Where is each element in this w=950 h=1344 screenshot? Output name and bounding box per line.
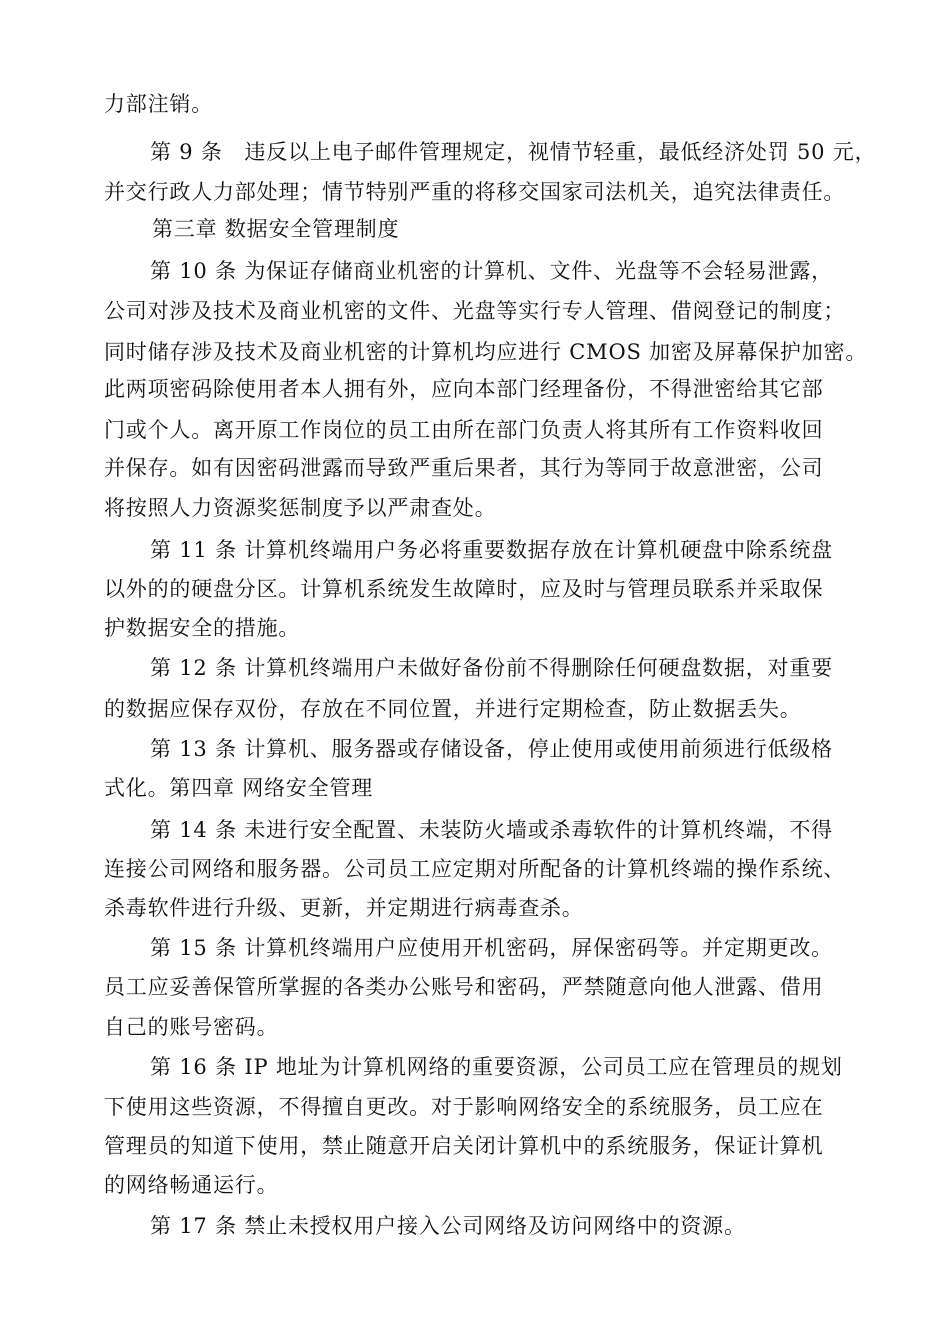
text-line: 员工应妥善保管所掌握的各类办公账号和密码，严禁随意向他人泄露、借用 <box>104 975 824 999</box>
text-line: 并交行政人力部处理；情节特别严重的将移交国家司法机关，追究法律责任。 <box>104 180 846 204</box>
article-10-line: 第 10 条 为保证存储商业机密的计算机、文件、光盘等不会轻易泄露， <box>150 259 833 283</box>
chapter-3-heading: 第三章 数据安全管理制度 <box>152 217 400 241</box>
text-line: 以外的的硬盘分区。计算机系统发生故障时，应及时与管理员联系并采取保 <box>104 577 824 601</box>
article-13-line: 第 13 条 计算机、服务器或存储设备，停止使用或使用前须进行低级格 <box>150 737 833 761</box>
text-line: 的数据应保存双份，存放在不同位置，并进行定期检查，防止数据丢失。 <box>104 697 802 721</box>
text-line: 同时储存涉及技术及商业机密的计算机均应进行 CMOS 加密及屏幕保护加密。 <box>104 340 868 364</box>
article-16-line: 第 16 条 IP 地址为计算机网络的重要资源，公司员工应在管理员的规划 <box>150 1055 843 1079</box>
article-15-line: 第 15 条 计算机终端用户应使用开机密码，屏保密码等。并定期更改。 <box>150 936 833 960</box>
text-line: 将按照人力资源奖惩制度予以严肃查处。 <box>104 496 497 520</box>
text-line: 护数据安全的措施。 <box>104 616 301 640</box>
text-line: 力部注销。 <box>104 92 213 116</box>
article-11-line: 第 11 条 计算机终端用户务必将重要数据存放在计算机硬盘中除系统盘 <box>150 538 833 562</box>
article-12-line: 第 12 条 计算机终端用户未做好备份前不得删除任何硬盘数据，对重要 <box>150 656 833 680</box>
text-line: 下使用这些资源，不得擅自更改。对于影响网络安全的系统服务，员工应在 <box>104 1095 824 1119</box>
text-line: 此两项密码除使用者本人拥有外，应向本部门经理备份，不得泄密给其它部 <box>104 377 824 401</box>
text-line: 公司对涉及技术及商业机密的文件、光盘等实行专人管理、借阅登记的制度； <box>104 299 846 323</box>
article-14-line: 第 14 条 未进行安全配置、未装防火墙或杀毒软件的计算机终端，不得 <box>150 818 833 842</box>
text-line: 的网络畅通运行。 <box>104 1173 279 1197</box>
text-line: 自己的账号密码。 <box>104 1015 279 1039</box>
article-9-line: 第 9 条 违反以上电子邮件管理规定，视情节轻重，最低经济处罚 50 元， <box>150 140 877 164</box>
text-line: 式化。第四章 网络安全管理 <box>104 776 374 800</box>
article-17-line: 第 17 条 禁止未授权用户接入公司网络及访问网络中的资源。 <box>150 1214 746 1238</box>
text-line: 并保存。如有因密码泄露而导致严重后果者，其行为等同于故意泄密，公司 <box>104 456 824 480</box>
text-line: 管理员的知道下使用，禁止随意开启关闭计算机中的系统服务，保证计算机 <box>104 1134 824 1158</box>
text-line: 杀毒软件进行升级、更新，并定期进行病毒查杀。 <box>104 896 584 920</box>
text-line: 连接公司网络和服务器。公司员工应定期对所配备的计算机终端的操作系统、 <box>104 857 846 881</box>
text-line: 门或个人。离开原工作岗位的员工由所在部门负责人将其所有工作资料收回 <box>104 418 824 442</box>
